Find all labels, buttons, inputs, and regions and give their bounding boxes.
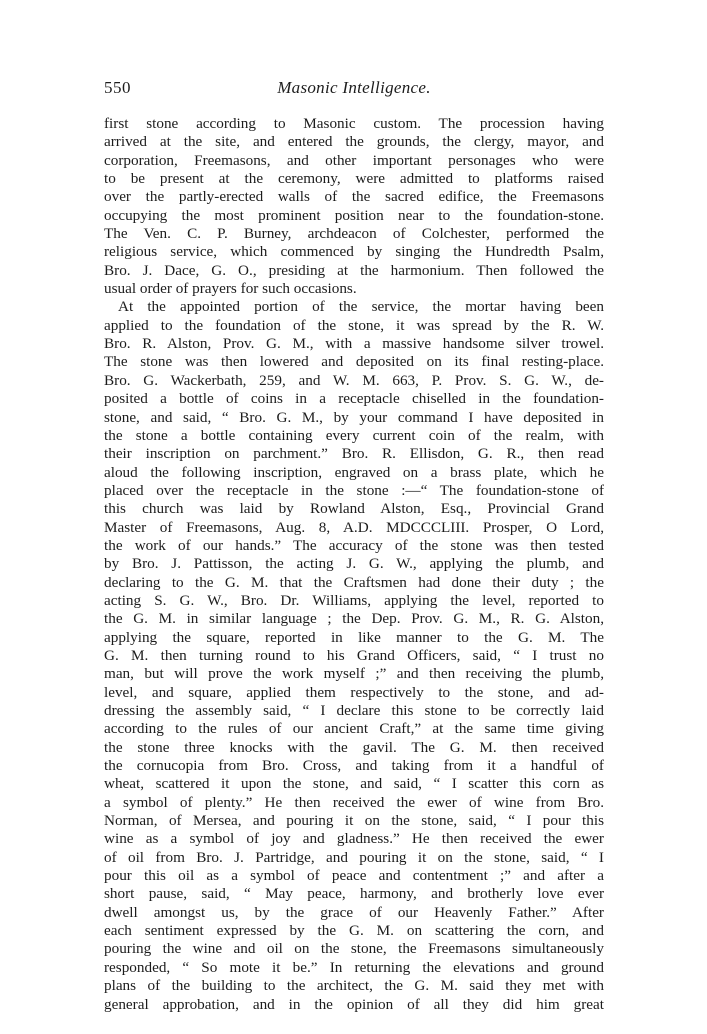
text-line: placed over the receptacle in the stone :—“ The foundation-stone of <box>104 481 604 499</box>
text-line: posited a bottle of coins in a receptacle chiselled in the foundation- <box>104 390 604 408</box>
body-text <box>104 115 604 1014</box>
text-line: At the appointed portion of the service, the mortar having been <box>118 298 604 316</box>
text-line: according to the rules of our ancient Craft,” at the same time giving <box>104 720 604 738</box>
text-line: pour this oil as a symbol of peace and contentment ;” and after a <box>104 867 604 885</box>
text-line: Bro. R. Alston, Prov. G. M., with a massive handsome silver trowel. <box>104 335 604 353</box>
text-line: their inscription on parchment.” Bro. R. Ellisdon, G. R., then read <box>104 445 604 463</box>
text-line: Norman, of Mersea, and pouring it on the stone, said, “ I pour this <box>104 812 604 830</box>
text-line: dwell amongst us, by the grace of our Heavenly Father.” After <box>104 903 604 921</box>
text-line: usual order of prayers for such occasions. <box>104 280 357 298</box>
text-line: applied to the foundation of the stone, it was spread by the R. W. <box>104 316 604 334</box>
text-line: the stone three knocks with the gavil. The G. M. then received <box>104 738 604 756</box>
text-line: acting S. G. W., Bro. Dr. Williams, applying the level, reported to <box>104 591 604 609</box>
text-line: the stone a bottle containing every current coin of the realm, with <box>104 426 604 444</box>
text-line: plans of the building to the architect, the G. M. said they met with <box>104 977 604 995</box>
page-header <box>104 78 604 102</box>
running-title: Masonic Intelligence. <box>277 78 431 97</box>
text-line: of oil from Bro. J. Partridge, and pouring it on the stone, said, “ I <box>104 848 604 866</box>
text-line: arrived at the site, and entered the grounds, the clergy, mayor, and <box>104 133 604 151</box>
text-line: to be present at the ceremony, were admitted to platforms raised <box>104 170 604 188</box>
text-line: Bro. J. Dace, G. O., presiding at the harmonium. Then followed the <box>104 261 604 279</box>
text-line: Bro. G. Wackerbath, 259, and W. M. 663, P. Prov. S. G. W., de- <box>104 371 604 389</box>
text-line: religious service, which commenced by singing the Hundredth Psalm, <box>104 243 604 261</box>
text-line: the G. M. in similar language ; the Dep. Prov. G. M., R. G. Alston, <box>104 610 604 628</box>
text-line: short pause, said, “ May peace, harmony, and brotherly love ever <box>104 885 604 903</box>
text-line: The Ven. C. P. Burney, archdeacon of Colchester, performed the <box>104 225 604 243</box>
text-line: man, but will prove the work myself ;” and then receiving the plumb, <box>104 665 604 683</box>
text-line: dressing the assembly said, “ I declare this stone to be correctly laid <box>104 702 604 719</box>
text-line: by Bro. J. Pattisson, the acting J. G. W., applying the plumb, and <box>104 555 604 573</box>
text-line: general approbation, and in the opinion of all they did him great <box>104 995 604 1013</box>
text-line: The stone was then lowered and deposited on its final resting-place. <box>104 353 604 371</box>
text-line: this church was laid by Rowland Alston, Esq., Provincial Grand <box>104 500 604 518</box>
text-line: applying the square, reported in like manner to the G. M. The <box>104 628 604 646</box>
text-line: occupying the most prominent position near to the foundation-stone. <box>104 206 604 224</box>
text-line: stone, and said, “ Bro. G. M., by your command I have deposited in <box>104 408 604 426</box>
text-line: responded, “ So mote it be.” In returning the elevations and ground <box>104 958 604 976</box>
page-number: 550 <box>104 78 131 97</box>
text-line: wheat, scattered it upon the stone, and said, “ I scatter this corn as <box>104 775 604 793</box>
text-line: the cornucopia from Bro. Cross, and taking from it a handful of <box>104 757 604 775</box>
text-line: G. M. then turning round to his Grand Officers, said, “ I trust no <box>104 646 604 664</box>
text-line: level, and square, applied them respectively to the stone, and ad- <box>104 683 604 701</box>
text-line: corporation, Freemasons, and other important personages who were <box>104 151 604 169</box>
text-line: aloud the following inscription, engraved on a brass plate, which he <box>104 463 604 481</box>
text-line: Master of Freemasons, Aug. 8, A.D. MDCCCLIII. Prosper, O Lord, <box>104 518 604 536</box>
text-line: over the partly-erected walls of the sacred edifice, the Freemasons <box>104 188 604 206</box>
text-line: wine as a symbol of joy and gladness.” He then received the ewer <box>104 830 604 848</box>
text-line: pouring the wine and oil on the stone, the Freemasons simultaneously <box>104 940 604 958</box>
text-line: a symbol of plenty.” He then received the ewer of wine from Bro. <box>104 793 604 811</box>
text-line: each sentiment expressed by the G. M. on scattering the corn, and <box>104 922 604 940</box>
text-line: the work of our hands.” The accuracy of the stone was then tested <box>104 536 604 554</box>
text-line: declaring to the G. M. that the Craftsmen had done their duty ; the <box>104 573 604 591</box>
text-line: first stone according to Masonic custom. The procession having <box>104 115 604 132</box>
